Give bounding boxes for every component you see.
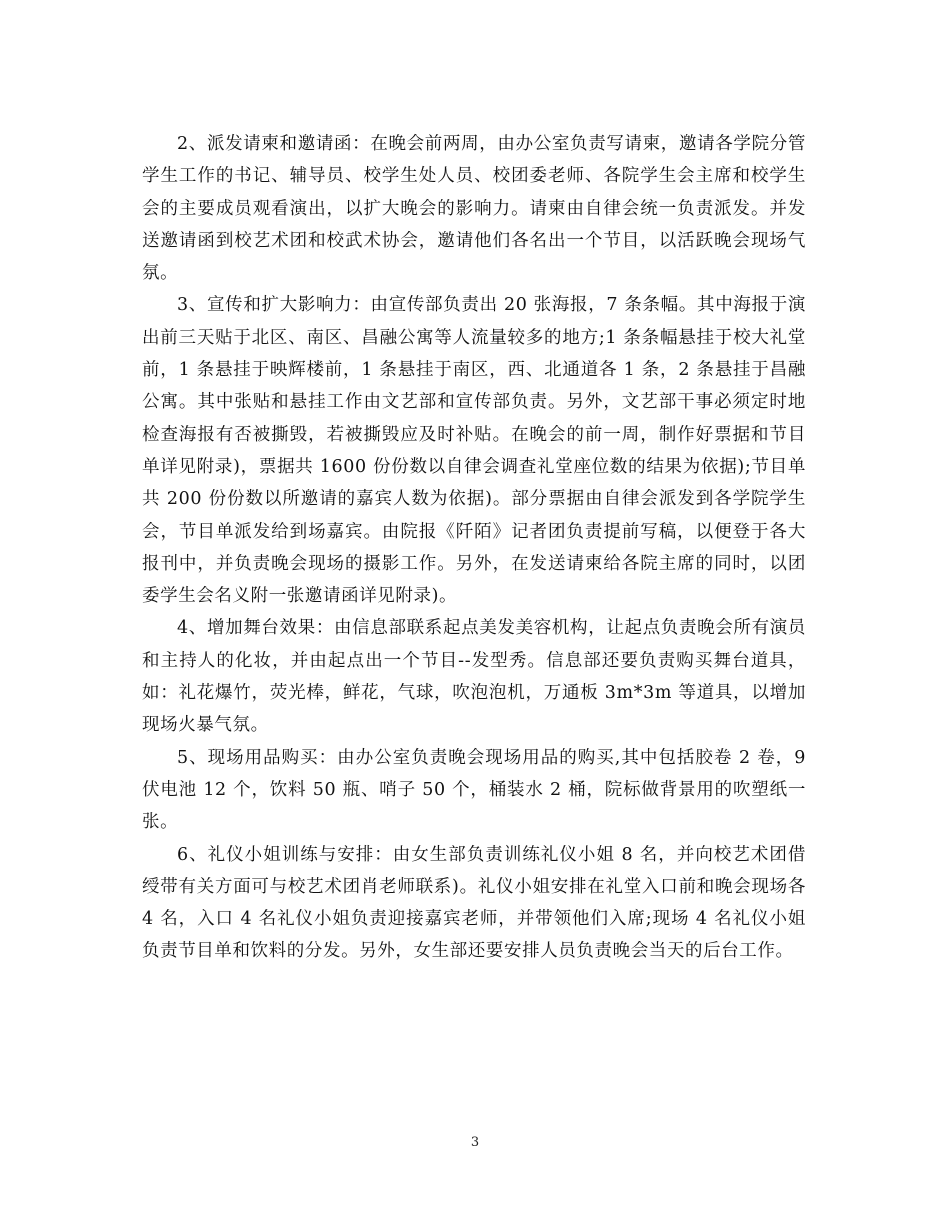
paragraph-invitations: 2、派发请柬和邀请函：在晚会前两周，由办公室负责写请柬，邀请各学院分管学生工作的书记、辅导员、校学生处人员、校团委老师、各院学生会主席和校学生会的主要成员观看演出，以扩大晚会的影响力。请柬由自律会统一负责派发。并发送邀请函到校艺术团和校武术协会，邀请他们各名出一个节目，以活跃晚会现场气氛。	[142, 134, 806, 284]
paragraph-supplies: 5、现场用品购买：由办公室负责晚会现场用品的购买,其中包括胶卷 2 卷，9 伏电池 12 个，饮料 50 瓶、哨子 50 个，桶装水 2 桶，院标做背景用的吹塑纸一张。	[142, 747, 806, 833]
paragraph-stage-effects: 4、增加舞台效果：由信息部联系起点美发美容机构，让起点负责晚会所有演员和主持人的化妆，并由起点出一个节目--发型秀。信息部还要负责购买舞台道具，如：礼花爆竹，荧光棒，鲜花，气球，吹泡泡机，万通板 3m*3m 等道具，以增加现场火暴气氛。	[142, 618, 806, 736]
paragraph-etiquette: 6、礼仪小姐训练与安排：由女生部负责训练礼仪小姐 8 名，并向校艺术团借绶带有关方面可与校艺术团肖老师联系)。礼仪小姐安排在礼堂入口前和晚会现场各 4 名，入口 4 名礼仪小姐负责迎接嘉宾老师，并带领他们入席;现场 4 名礼仪小姐负责节目单和饮料的分发。另外，女生部还要安排人员负责晚会当天的后台工作。	[142, 844, 806, 962]
document-body	[142, 128, 806, 968]
page-number: 3	[470, 1135, 480, 1150]
paragraph-publicity: 3、宣传和扩大影响力：由宣传部负责出 20 张海报，7 条条幅。其中海报于演出前三天贴于北区、南区、昌融公寓等人流量较多的地方;1 条条幅悬挂于校大礼堂前，1 条悬挂于映辉楼前，1 条悬挂于南区，西、北通道各 1 条，2 条悬挂于昌融公寓。其中张贴和悬挂工作由文艺部和宣传部负责。另外，文艺部干事必须定时地检查海报有否被撕毁，若被撕毁应及时补贴。在晚会的前一周，制作好票据和节目单详见附录)，票据共 1600 份份数以自律会调查礼堂座位数的结果为依据);节目单共 200 份份数以所邀请的嘉宾人数为依据)。部分票据由自律会派发到各学院学生会，节目单派发给到场嘉宾。由院报《阡陌》记者团负责提前写稿，以便登于各大报刊中，并负责晚会现场的摄影工作。另外，在发送请柬给各院主席的同时，以团委学生会名义附一张邀请函详见附录)。	[142, 295, 806, 607]
